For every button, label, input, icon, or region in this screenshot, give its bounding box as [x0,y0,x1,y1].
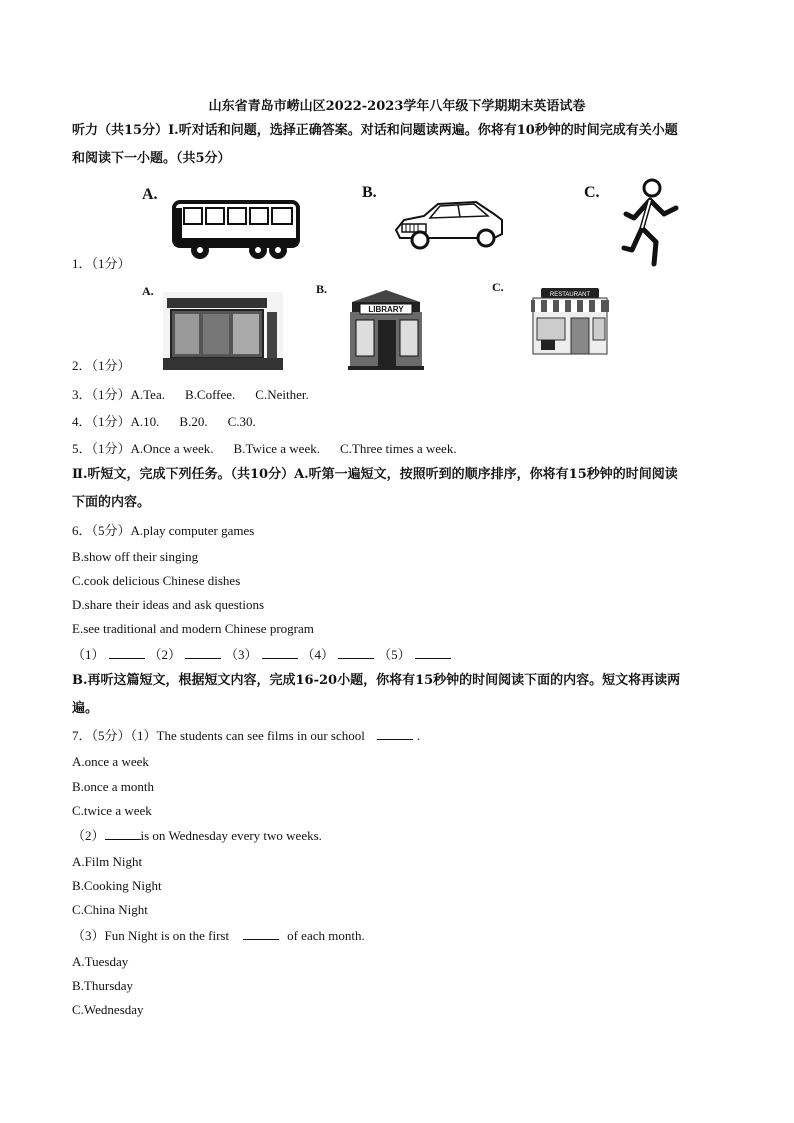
answer-blank-4[interactable] [338,646,374,659]
walking-person-image [620,178,682,268]
sectionB-line2: 遍。 [72,701,99,716]
q4-option-c: C.30. [227,414,256,429]
blank-label-4: （4） [301,647,335,662]
answer-blank-5[interactable] [415,646,451,659]
blank-label-1: （1） [72,647,105,662]
q6-label: 6．（5分） [72,523,131,538]
answer-blank-3[interactable] [262,646,298,659]
q5-label: 5．（1分） [72,441,131,456]
bus-image [170,198,302,262]
restaurant-image [527,286,613,356]
q1-opt-a-label: A. [142,186,158,203]
q7-label: 7．（5分） [72,728,131,743]
blank-label-5: （5） [378,647,411,662]
q4-option-b: B.20. [179,414,208,429]
q7-sub2-opt-a: A.Film Night [72,854,143,869]
q6-item-e: E.see traditional and modern Chinese program [72,621,314,636]
blank-label-3: （3） [225,647,258,662]
library-image [348,288,424,370]
q6-item-d: D.share their ideas and ask questions [72,597,265,612]
answer-blank-2[interactable] [185,646,221,659]
restaurant-sign: RESTAURANT [549,292,591,298]
q3-option-a: A.Tea. [130,387,165,402]
q5-line [72,440,457,458]
section2-line1: Ⅱ.听短文，完成下列任务。（共10分）A.听第一遍短文，按照听到的顺序排序，你将有15秒钟的时间阅读 [72,467,678,482]
q3-option-b: B.Coffee. [184,387,236,402]
q3-label: 3．（1分） [72,387,131,402]
q1-label: 1．（1分） [72,256,131,271]
q4-option-a: A.10. [130,414,160,429]
q7-blank-1[interactable] [377,727,413,740]
q7-sub1-opt-b: B.once a month [72,779,154,794]
q6-blanks [72,646,455,664]
q6-item-b: B.show off their singing [72,549,199,564]
q4-label: 4．（1分） [72,414,131,429]
q7-sub1-opt-c: C.twice a week [72,803,152,818]
section2-line2: 下面的内容。 [72,495,151,510]
q7-sub3-opt-c: C.Wednesday [72,1002,144,1017]
sectionB-line1: B.再听这篇短文，根据短文内容，完成16-20小题，你将有15秒钟的时间阅读下面的内容。短文将再读两 [72,673,681,688]
q7-sub2: （2） is on Wednesday every two weeks. [72,828,322,843]
q7-sub2-opt-b: B.Cooking Night [72,878,162,893]
shop-photo-image [163,292,283,370]
q7-sub3-opt-a: A.Tuesday [72,954,129,969]
q1-opt-c-label: C. [584,184,600,201]
q7-sub3: （3）Fun Night is on the first of each month. [72,928,365,943]
q2-opt-c-label: C. [492,280,504,294]
q5-option-b: B.Twice a week. [233,441,320,456]
page-title: 山东省青岛市崂山区2022-2023学年八年级下学期期末英语试卷 [208,99,586,114]
section1-line1: 听力（共15分）I.听对话和问题，选择正确答案。对话和问题读两遍。你将有10秒钟的时间完成有关小题 [72,123,678,138]
q7-blank-2[interactable] [105,827,141,840]
q4-line [72,413,256,431]
q5-option-a: A.Once a week. [130,441,214,456]
section1-line2: 和阅读下一小题。（共5分） [72,151,231,166]
q7-blank-3[interactable] [243,927,279,940]
q3-option-c: C.Neither. [255,387,309,402]
library-sign: LIBRARY [368,305,404,314]
q7-sub3-opt-b: B.Thursday [72,978,134,993]
q7-sub1: 7．（5分）（1）The students can see films in our school . [72,728,421,743]
q7-sub2-opt-c: C.China Night [72,902,148,917]
q5-option-c: C.Three times a week. [339,441,457,456]
answer-blank-1[interactable] [109,646,145,659]
q6-item-a: 6．（5分）A.play computer games [72,523,255,538]
car-image [390,196,506,252]
blank-label-2: （2） [148,647,182,662]
q1-opt-b-label: B. [362,184,377,201]
q6-item-c: C.cook delicious Chinese dishes [72,573,241,588]
q2-opt-b-label: B. [316,282,328,296]
q3-line [72,386,309,404]
q2-label: 2．（1分） [72,358,131,373]
q2-opt-a-label: A. [142,284,154,298]
q7-sub1-opt-a: A.once a week [72,754,149,769]
